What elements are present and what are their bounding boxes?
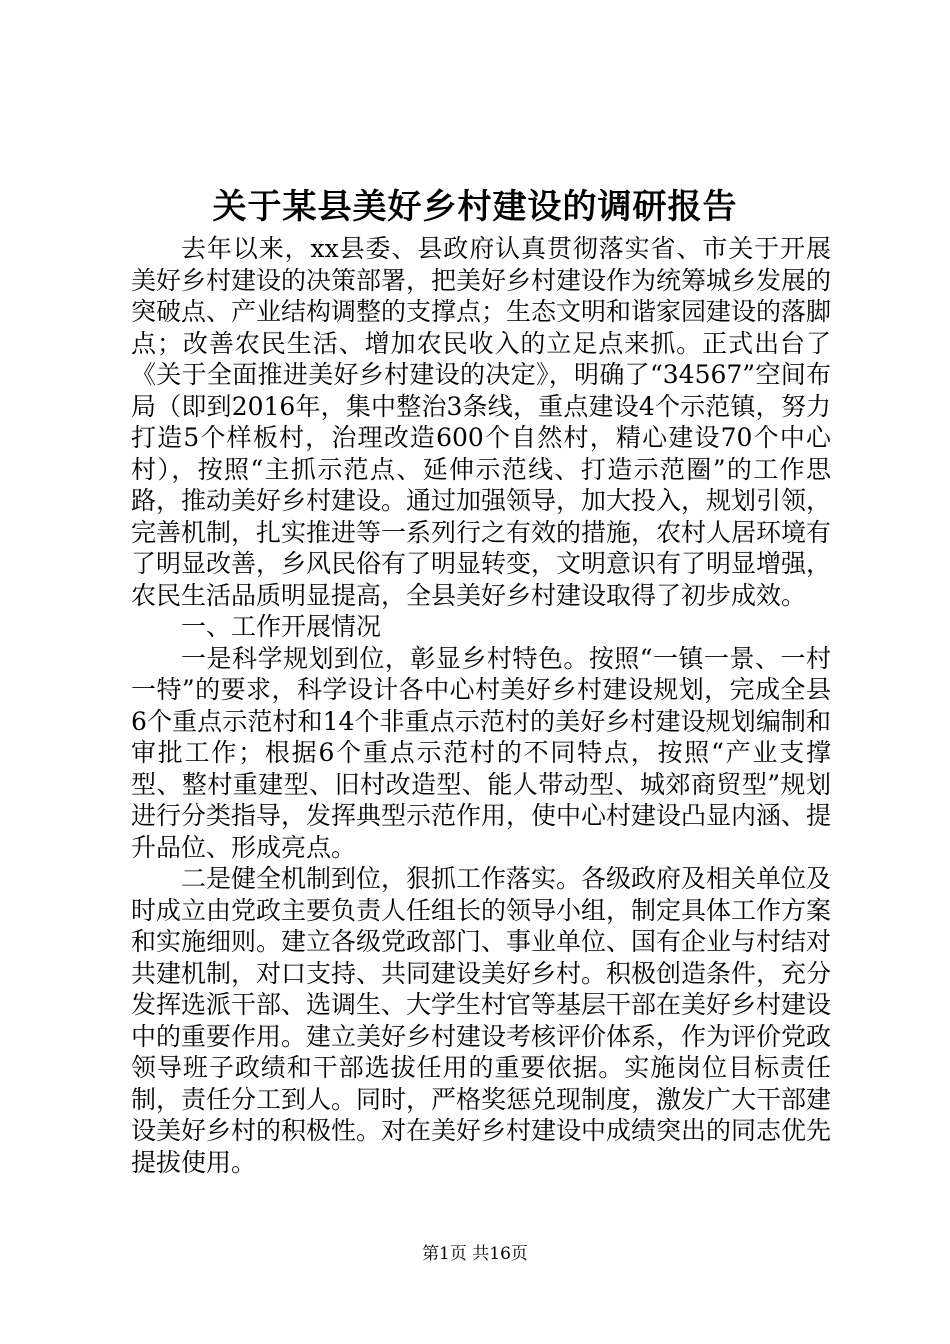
paragraph-intro: 去年以来，xx县委、县政府认真贯彻落实省、市关于开展美好乡村建设的决策部署，把美好乡村建设作为统筹城乡发展的突破点、产业结构调整的支撑点；生态文明和谐家园建设的落脚点；改善农民生活、增加农民收入的立足点来抓。正式出台了《关于全面推进美好乡村建设的决定》，明确了“34567”空间布局（即到2016年，集中整治3条线，重点建设4个示范镇，努力打造5个样板村，治理改造600个自然村，精心建设70个中心村），按照“主抓示范点、延伸示范线、打造示范圈”的工作思路，推动美好乡村建设。通过加强领导，加大投入，规划引领，完善机制，扎实推进等一系列行之有效的措施，农村人居环境有了明显改善，乡风民俗有了明显转变，文明意识有了明显增强，农民生活品质明显提高，全县美好乡村建设取得了初步成效。 bbox=[131, 234, 832, 610]
section-heading: 一、工作开展情况 bbox=[181, 612, 382, 641]
page-indicator: 第1页 共16页 bbox=[422, 1244, 528, 1264]
document-title: 关于某县美好乡村建设的调研报告 bbox=[212, 187, 738, 227]
paragraph-mechanism: 二是健全机制到位，狠抓工作落实。各级政府及相关单位及时成立由党政主要负责人任组长的领导小组，制定具体工作方案和实施细则。建立各级党政部门、事业单位、国有企业与村结对共建机制，对口支持、共同建设美好乡村。积极创造条件，充分发挥选派干部、选调生、大学生村官等基层干部在美好乡村建设中的重要作用。建立美好乡村建设考核评价体系，作为评价党政领导班子政绩和干部选拔任用的重要依据。实施岗位目标责任制，责任分工到人。同时，严格奖惩兑现制度，激发广大干部建设美好乡村的积极性。对在美好乡村建设中成绩突出的同志优先提拔使用。 bbox=[131, 864, 832, 1177]
paragraph-planning: 一是科学规划到位，彰显乡村特色。按照“一镇一景、一村一特”的要求，科学设计各中心村美好乡村建设规划，完成全县6个重点示范村和14个非重点示范村的美好乡村建设规划编制和审批工作；根据6个重点示范村的不同特点，按照“产业支撑型、整村重建型、旧村改造型、能人带动型、城郊商贸型”规划进行分类指导，发挥典型示范作用，使中心村建设凸显内涵、提升品位、形成亮点。 bbox=[131, 643, 832, 862]
document-body bbox=[131, 233, 831, 1178]
